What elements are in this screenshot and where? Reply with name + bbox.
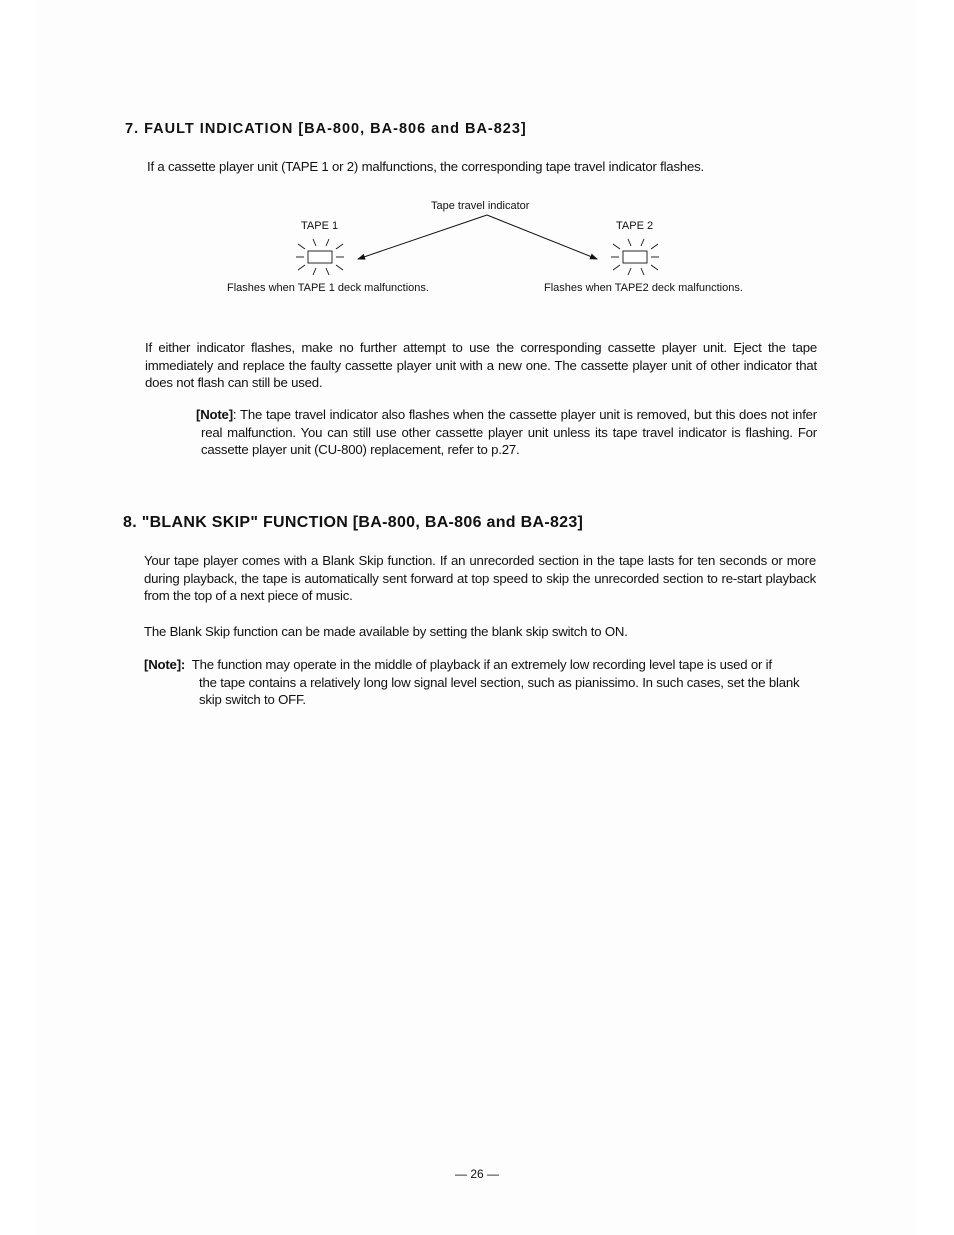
section-8-paragraph-2: The Blank Skip function can be made available by setting the blank skip switch to ON.	[144, 624, 628, 639]
section-8-paragraph-1: Your tape player comes with a Blank Skip function. If an unrecorded section in the tape lasts for ten seconds or more during playback, the tape is automatically sent forward at top speed to skip the unrecorded section to re-start playback from the top of a next piece of music.	[144, 553, 816, 603]
section-7-intro: If a cassette player unit (TAPE 1 or 2) malfunctions, the corresponding tape travel indicator flashes.	[147, 159, 704, 174]
tape2-caption: Flashes when TAPE2 deck malfunctions.	[544, 282, 743, 294]
tape1-flashing-indicator	[296, 239, 344, 275]
section-8-note	[144, 656, 816, 709]
tape1-label: TAPE 1	[301, 220, 339, 232]
indicator-label: Tape travel indicator	[431, 200, 530, 212]
arrow-to-tape2	[487, 215, 597, 259]
diagram-graphics	[0, 0, 954, 320]
section-7-warning: If either indicator flashes, make no further attempt to use the corresponding cassette player unit. Eject the tape immediately and replace the faulty cassette player unit with a new one. The cassette player unit of other indicator that does not flash can still be used.	[145, 340, 817, 390]
section-7-note	[145, 406, 817, 459]
tape2-flashing-indicator	[611, 239, 659, 275]
arrow-to-tape1	[358, 215, 487, 259]
section-7-note-text: : The tape travel indicator also flashes when the cassette player unit is removed, but this does not infer real malfunction. You can still use other cassette player unit unless its tape travel indicator is flashing. For cassette player unit (CU-800) replacement, refer to p.27.	[201, 407, 817, 457]
section-7-heading: 7. FAULT INDICATION [BA-800, BA-806 and BA-823]	[125, 121, 527, 137]
tape2-label: TAPE 2	[616, 220, 654, 232]
section-8-heading: 8. "BLANK SKIP" FUNCTION [BA-800, BA-806 and BA-823]	[123, 514, 584, 531]
tape1-caption: Flashes when TAPE 1 deck malfunctions.	[227, 282, 429, 294]
section-8-note-label: [Note]:	[144, 657, 186, 672]
page-number: — 26 —	[454, 1167, 499, 1181]
section-8-note-rest: the tape contains a relatively long low signal level section, such as pianissimo. In such cases, set the blank skip switch to OFF.	[199, 674, 800, 707]
section-7-note-label: [Note]	[196, 407, 233, 422]
section-8-note-line1: The function may operate in the middle of playback if an extremely low recording level tape is used or if	[191, 657, 772, 672]
